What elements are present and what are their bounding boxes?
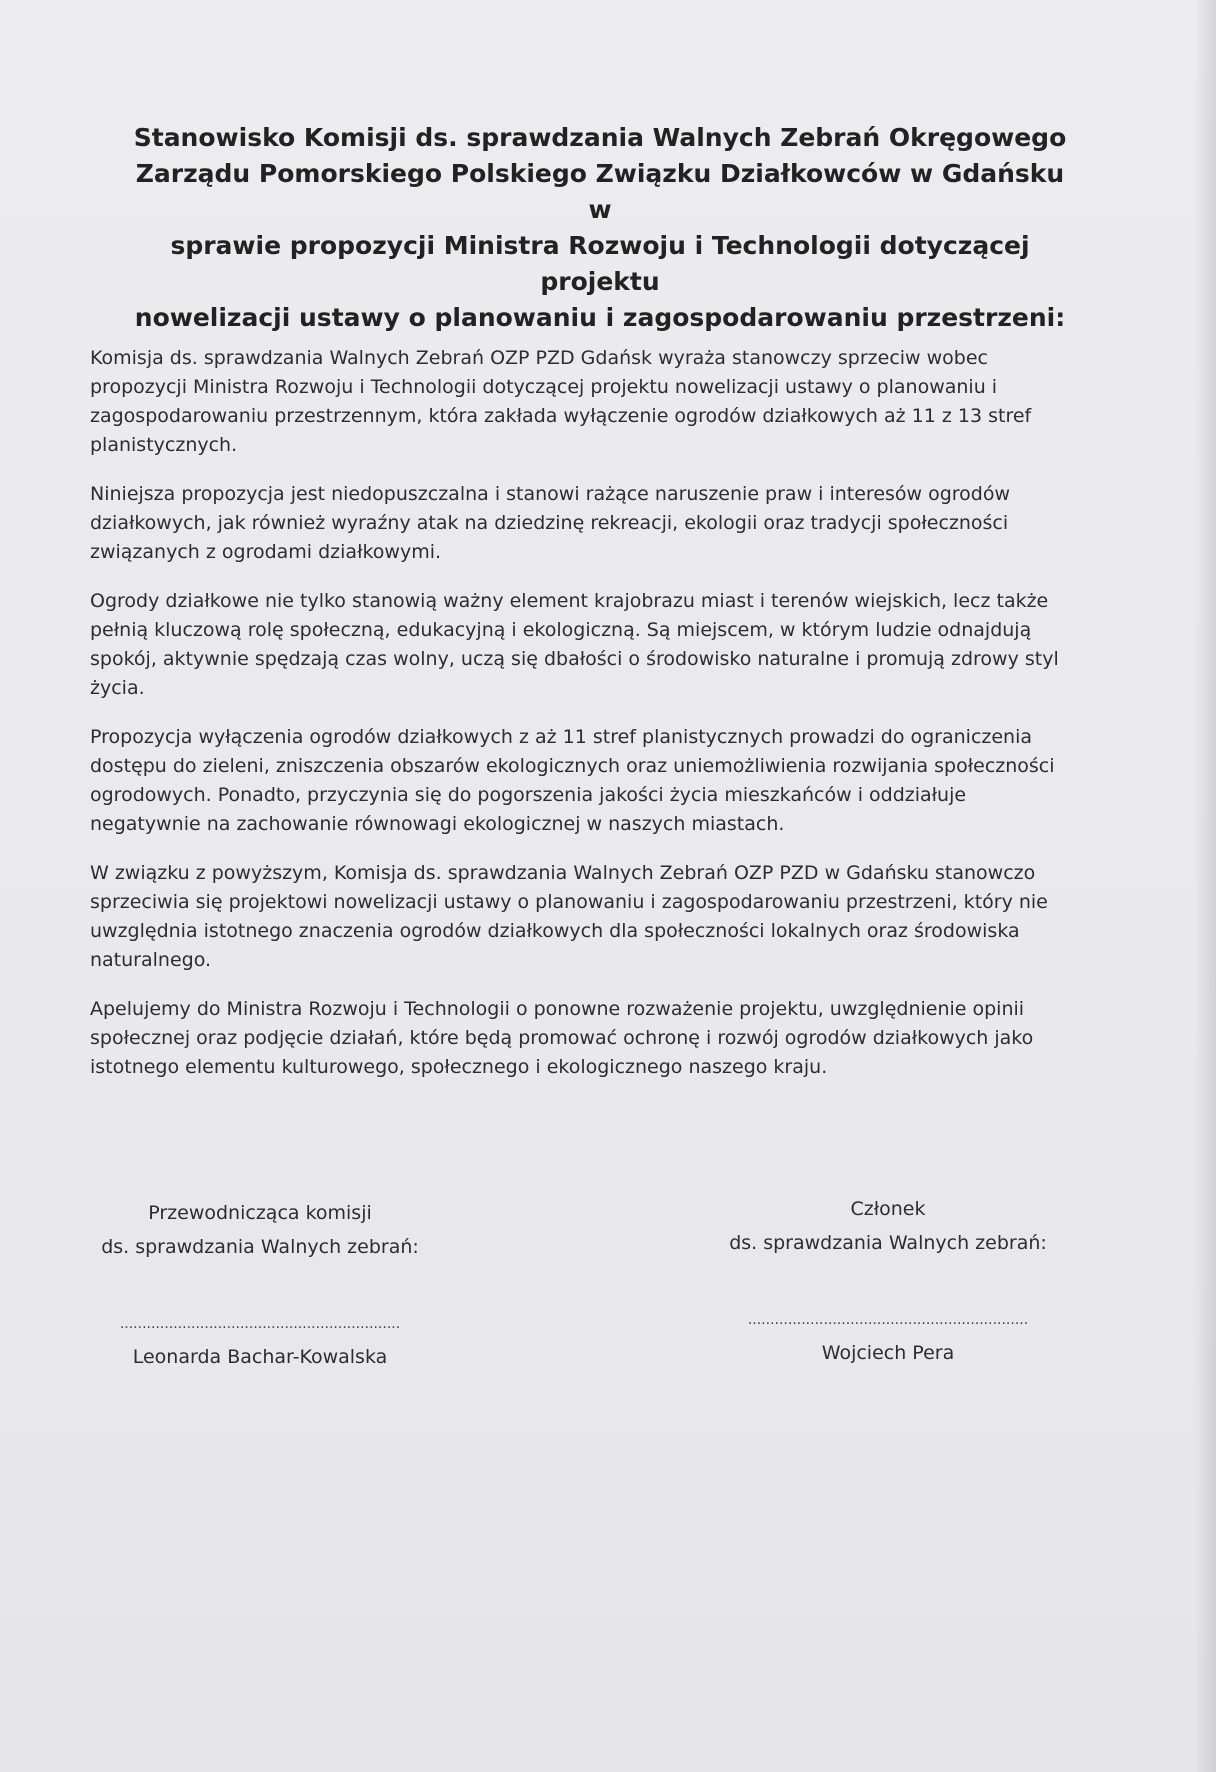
text-line: Ogrody działkowe nie tylko stanowią ważny element krajobrazu miast i terenów wiejskich, lecz także [90, 590, 1049, 612]
title-line: sprawie propozycji Ministra Rozwoju i Technologii dotyczącej projektu [170, 231, 1030, 296]
text-line: uwzględnia istotnego znaczenia ogrodów działkowych dla społeczności lokalnych oraz środowiska [90, 920, 1020, 942]
signature-role-detail: ds. sprawdzania Walnych zebrań: [729, 1232, 1047, 1254]
signature-role: Członek [850, 1198, 926, 1220]
text-line: Propozycja wyłączenia ogrodów działkowych z aż 11 stref planistycznych prowadzi do ograniczenia [90, 726, 1033, 748]
signature-line: ............................................................... [119, 1316, 401, 1332]
text-line: Niniejsza propozycja jest niedopuszczalna i stanowi rażące naruszenie praw i interesów ogrodów [90, 483, 1011, 505]
signature-block-member [718, 1192, 1058, 1370]
signatory-name: Leonarda Bachar-Kowalska [132, 1346, 388, 1368]
paragraph-2 [90, 480, 1090, 567]
text-line: Apelujemy do Ministra Rozwoju i Technologii o ponowne rozważenie projektu, uwzględnienie opinii [90, 998, 1025, 1020]
text-line: spokój, aktywnie spędzają czas wolny, uczą się dbałości o środowisko naturalne i promują zdrowy styl [90, 648, 1059, 670]
page-edge-shadow [1194, 0, 1216, 1772]
signatory-name: Wojciech Pera [821, 1342, 955, 1364]
text-line: istotnego elementu kulturowego, społecznego i ekologicznego naszego kraju. [90, 1056, 828, 1078]
text-line: związanych z ogrodami działkowymi. [90, 541, 442, 563]
signature-role-detail: ds. sprawdzania Walnych zebrań: [101, 1236, 419, 1258]
paragraph-3 [90, 587, 1090, 703]
text-line: społecznej oraz podjęcie działań, które będą promować ochronę i rozwój ogrodów działkowych jako [90, 1027, 1034, 1049]
signature-line: ............................................................... [747, 1312, 1029, 1328]
text-line: W związku z powyższym, Komisja ds. sprawdzania Walnych Zebrań OZP PZD w Gdańsku stanowczo [90, 862, 1036, 884]
document-body [90, 344, 1090, 1102]
signature-role: Przewodnicząca komisji [148, 1202, 372, 1224]
text-line: dostępu do zieleni, zniszczenia obszarów ekologicznych oraz uniemożliwienia rozwijania społeczności [90, 755, 1055, 777]
text-line: sprzeciwia się projektowi nowelizacji ustawy o planowaniu i zagospodarowaniu przestrzeni, który nie [90, 891, 1048, 913]
text-line: pełnią kluczową rolę społeczną, edukacyjną i ekologiczną. Są miejscem, w którym ludzie odnajdują [90, 619, 1032, 641]
text-line: Komisja ds. sprawdzania Walnych Zebrań OZP PZD Gdańsk wyraża stanowczy sprzeciw wobec [90, 347, 988, 369]
text-line: zagospodarowaniu przestrzennym, która zakłada wyłączenie ogrodów działkowych aż 11 z 13 stref [90, 405, 1032, 427]
signature-block-chair [80, 1196, 440, 1374]
paragraph-5 [90, 859, 1090, 975]
text-line: działkowych, jak również wyraźny atak na dziedzinę rekreacji, ekologii oraz tradycji społeczności [90, 512, 1009, 534]
text-line: planistycznych. [90, 434, 238, 456]
text-line: ogrodowych. Ponadto, przyczynia się do pogorszenia jakości życia mieszkańców i oddziałuje [90, 784, 967, 806]
paragraph-6 [90, 995, 1090, 1082]
text-line: propozycji Ministra Rozwoju i Technologii dotyczącej projektu nowelizacji ustawy o planowaniu i [90, 376, 998, 398]
paragraph-1 [90, 344, 1090, 460]
text-line: naturalnego. [90, 949, 212, 971]
title-line: Stanowisko Komisji ds. sprawdzania Walnych Zebrań Okręgowego [133, 123, 1067, 152]
document-title [120, 120, 1080, 336]
text-line: życia. [90, 677, 145, 699]
title-line: nowelizacji ustawy o planowaniu i zagospodarowaniu przestrzeni: [134, 303, 1066, 332]
paragraph-4 [90, 723, 1090, 839]
title-line: Zarządu Pomorskiego Polskiego Związku Działkowców w Gdańsku w [135, 159, 1065, 224]
text-line: negatywnie na zachowanie równowagi ekologicznej w naszych miastach. [90, 813, 785, 835]
